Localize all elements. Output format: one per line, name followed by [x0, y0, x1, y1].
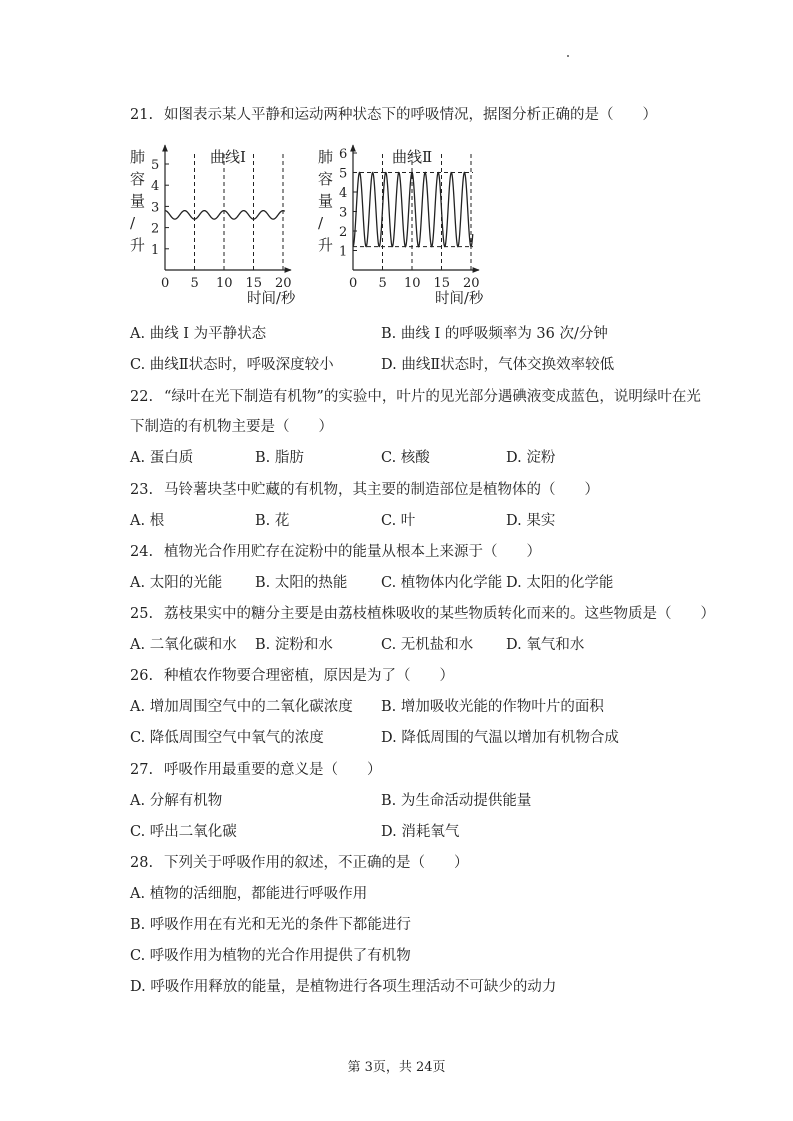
- question-stem: 荔枝果实中的糖分主要是由荔枝植株吸收的某些物质转化而来的。这些物质是（ ）: [164, 606, 715, 622]
- question-number: 25.: [130, 606, 154, 622]
- option-26-a: A. 增加周围空气中的二氧化碳浓度: [130, 699, 353, 715]
- y-axis-label-char: 肺: [318, 148, 334, 166]
- x-tick-label: 15: [245, 276, 263, 291]
- y-axis-label-char: 升: [318, 236, 334, 254]
- option-21-c: C. 曲线Ⅱ状态时，呼吸深度较小: [130, 357, 334, 373]
- x-axis-label: 时间/秒: [247, 291, 296, 307]
- x-tick-label: 0: [161, 276, 170, 291]
- option-26-b: B. 增加吸收光能的作物叶片的面积: [381, 699, 604, 715]
- option-25-c: C. 无机盐和水: [381, 637, 474, 653]
- y-axis-label-char: /: [318, 214, 324, 232]
- y-tick-label: 5: [151, 158, 160, 173]
- option-24-b: B. 太阳的热能: [255, 575, 348, 591]
- option-22-d: D. 淀粉: [506, 450, 556, 466]
- question-stem: “绿叶在光下制造有机物”的实验中，叶片的见光部分遇碘液变成蓝色，说明绿叶在光: [164, 389, 701, 405]
- page-footer: 第 3页，共 24页: [347, 1060, 446, 1075]
- y-tick-label: 4: [151, 179, 160, 195]
- option-23-b: B. 花: [255, 513, 290, 529]
- option-27-c: C. 呼出二氧化碳: [130, 824, 237, 840]
- chart-curve-1: [130, 145, 296, 307]
- x-tick-label: 0: [349, 276, 358, 291]
- question-number: 23.: [130, 482, 154, 498]
- x-tick-label: 10: [216, 276, 233, 291]
- option-26-c: C. 降低周围空气中氧气的浓度: [130, 730, 324, 746]
- option-21-b: B. 曲线 I 的呼吸频率为 36 次/分钟: [381, 326, 608, 342]
- question-stem: 植物光合作用贮存在淀粉中的能量从根本上来源于（ ）: [164, 544, 541, 560]
- x-tick-label: 10: [404, 276, 421, 291]
- lung-volume-curve: [353, 173, 473, 247]
- question-stem: 呼吸作用最重要的意义是（ ）: [164, 762, 382, 778]
- y-tick-label: 1: [151, 242, 160, 258]
- option-24-a: A. 太阳的光能: [130, 575, 223, 591]
- option-22-c: C. 核酸: [381, 450, 430, 466]
- question-stem: 种植农作物要合理密植，原因是为了（ ）: [164, 668, 454, 684]
- x-tick-label: 5: [378, 276, 387, 291]
- y-axis-label-char: 升: [130, 236, 146, 254]
- lung-volume-figure: [0, 135, 793, 335]
- option-22-b: B. 脂肪: [255, 450, 304, 466]
- y-axis-label-char: 量: [130, 192, 146, 210]
- question-26: [130, 664, 454, 685]
- y-tick-label: 3: [339, 205, 348, 221]
- question-25: [130, 602, 715, 623]
- option-22-a: A. 蛋白质: [130, 450, 194, 466]
- y-tick-label: 4: [339, 186, 348, 201]
- x-tick-label: 20: [275, 276, 292, 291]
- y-tick-label: 5: [339, 166, 348, 182]
- option-28-c: C. 呼吸作用为植物的光合作用提供了有机物: [130, 948, 411, 964]
- x-axis-label: 时间/秒: [435, 291, 484, 307]
- question-27: [130, 758, 382, 779]
- question-number: 24.: [130, 544, 154, 560]
- option-24-d: D. 太阳的化学能: [506, 575, 614, 591]
- option-25-d: D. 氧气和水: [506, 637, 585, 653]
- question-number: 28.: [130, 855, 154, 871]
- y-axis-label-char: 容: [130, 170, 146, 188]
- question-28: [130, 851, 469, 872]
- question-stem-continued: 下制造的有机物主要是（ ）: [130, 419, 333, 435]
- question-number: 27.: [130, 762, 154, 778]
- question-24: [130, 540, 541, 561]
- option-25-a: A. 二氧化碳和水: [130, 637, 237, 653]
- option-28-d: D. 呼吸作用释放的能量，是植物进行各项生理活动不可缺少的动力: [130, 979, 557, 995]
- y-tick-label: 3: [151, 200, 160, 216]
- option-28-b: B. 呼吸作用在有光和无光的条件下都能进行: [130, 917, 411, 933]
- option-24-c: C. 植物体内化学能: [381, 575, 503, 591]
- question-stem: 如图表示某人平静和运动两种状态下的呼吸情况，据图分析正确的是（ ）: [164, 107, 657, 123]
- question-number: 22.: [130, 389, 154, 405]
- question-number: 26.: [130, 668, 154, 684]
- lung-volume-curve: [165, 211, 285, 219]
- option-28-a: A. 植物的活细胞，都能进行呼吸作用: [130, 886, 368, 902]
- option-23-c: C. 叶: [381, 513, 416, 529]
- scan-speck: [567, 55, 569, 57]
- y-axis-label-char: /: [130, 214, 136, 232]
- x-tick-label: 15: [433, 276, 451, 291]
- x-tick-label: 20: [463, 276, 480, 291]
- question-23: [130, 478, 599, 499]
- question-stem: 下列关于呼吸作用的叙述，不正确的是（ ）: [164, 855, 469, 871]
- question-number: 21.: [130, 107, 154, 123]
- chart-title: 曲线Ⅱ: [392, 148, 433, 166]
- y-axis-label-char: 肺: [130, 148, 146, 166]
- option-25-b: B. 淀粉和水: [255, 637, 333, 653]
- question-stem: 马铃薯块茎中贮藏的有机物，其主要的制造部位是植物体的（ ）: [164, 482, 599, 498]
- option-21-d: D. 曲线Ⅱ状态时，气体交换效率较低: [381, 357, 615, 373]
- question-21: [130, 103, 657, 124]
- y-tick-label: 6: [339, 147, 348, 162]
- chart-title: 曲线Ⅰ: [210, 148, 246, 166]
- option-21-a: A. 曲线 I 为平静状态: [130, 326, 267, 342]
- chart-curve-2: [318, 145, 484, 307]
- option-23-a: A. 根: [130, 513, 165, 529]
- y-axis-label-char: 量: [318, 192, 334, 210]
- question-22: [130, 385, 701, 406]
- option-27-b: B. 为生命活动提供能量: [381, 793, 532, 809]
- y-tick-label: 2: [151, 221, 160, 237]
- option-23-d: D. 果实: [506, 513, 556, 529]
- option-27-d: D. 消耗氧气: [381, 824, 460, 840]
- y-tick-label: 2: [339, 225, 348, 240]
- option-27-a: A. 分解有机物: [130, 793, 223, 809]
- option-26-d: D. 降低周围的气温以增加有机物合成: [381, 730, 619, 746]
- x-tick-label: 5: [190, 276, 199, 291]
- y-tick-label: 1: [339, 244, 348, 260]
- y-axis-label-char: 容: [318, 170, 334, 188]
